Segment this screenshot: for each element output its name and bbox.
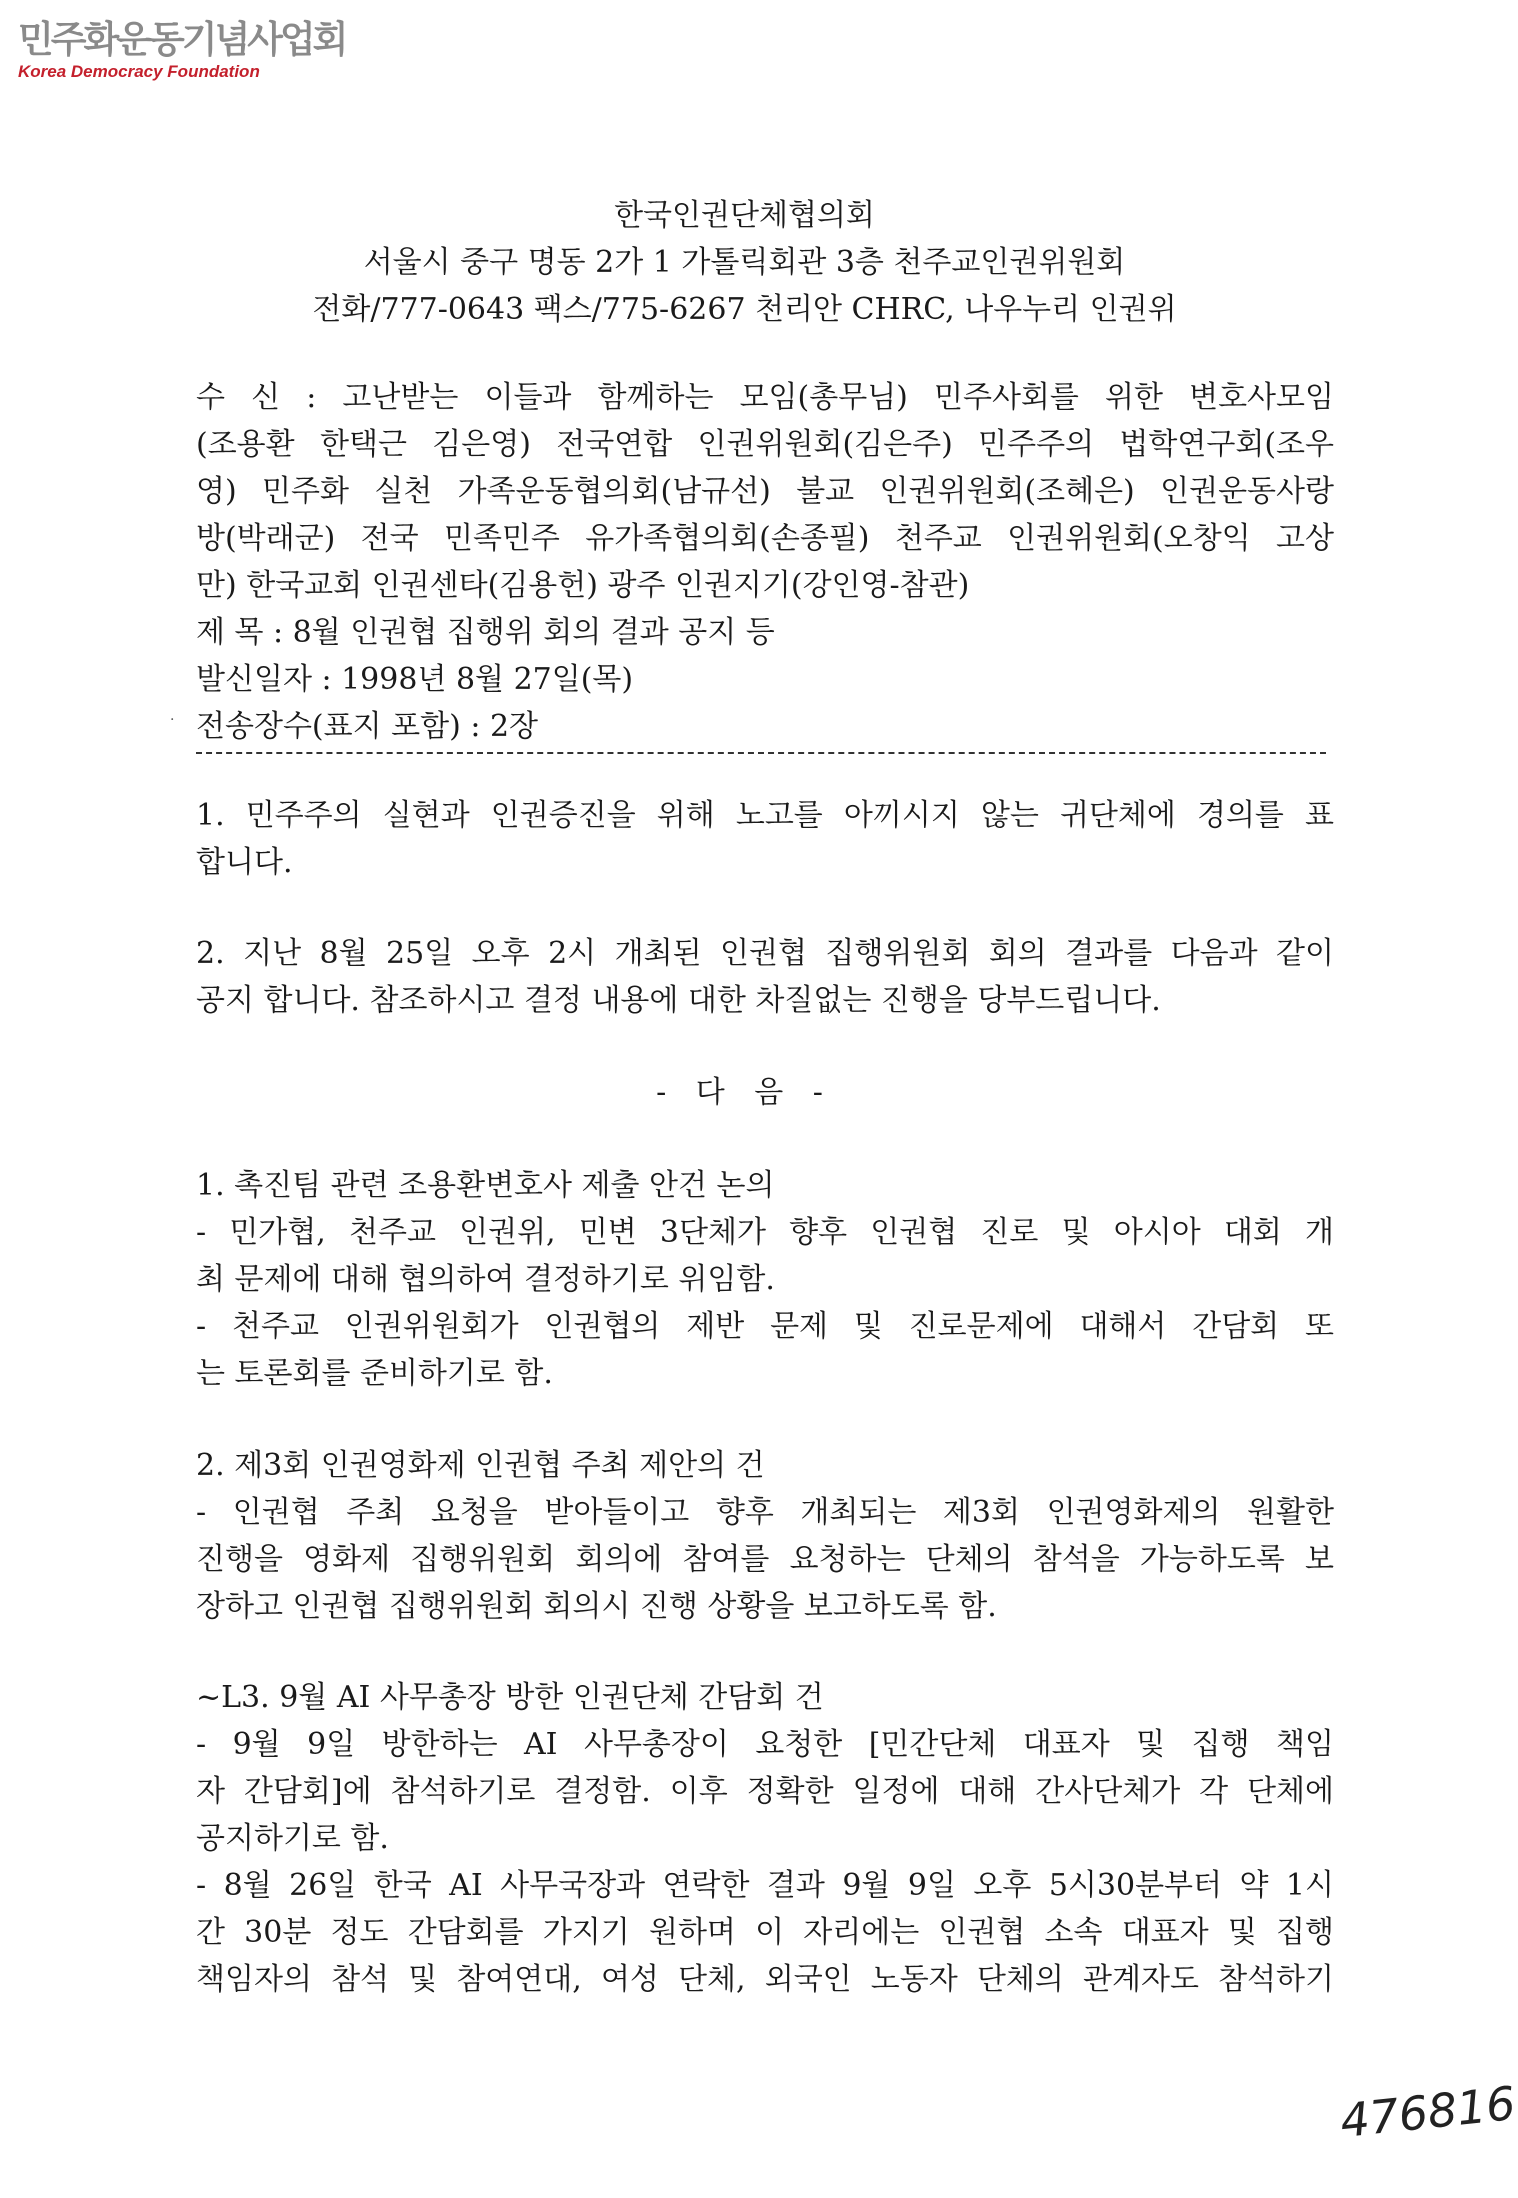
recipient-line: 영) 민주화 실천 가족운동협의회(남규선) 불교 인권위원회(조혜은) 인권운동사랑 xyxy=(196,474,1334,509)
pages-line: 전송장수(표지 포함) : 2장 xyxy=(196,709,539,744)
recipient-line: 만) 한국교회 인권센타(김용헌) 광주 인권지기(강인영-참관) xyxy=(196,568,970,603)
item3-line: 간 30분 정도 간담회를 가지기 원하며 이 자리에는 인권협 소속 대표자 및 집행 xyxy=(196,1915,1334,1950)
item1-line: - 민가협, 천주교 인권위, 민변 3단체가 향후 인권협 진로 및 아시아 대회 개 xyxy=(196,1215,1334,1250)
item3-line: - 8월 26일 한국 AI 사무국장과 연락한 결과 9월 9일 오후 5시30분부터 약 1시 xyxy=(196,1868,1334,1903)
item2-line: 진행을 영화제 집행위원회 회의에 참여를 요청하는 단체의 참석을 가능하도록 보 xyxy=(196,1542,1334,1577)
item2-line: - 인권협 주최 요청을 받아들이고 향후 개최되는 제3회 인권영화제의 원활한 xyxy=(196,1495,1334,1530)
date-line: 발신일자 : 1998년 8월 27일(목) xyxy=(196,662,634,697)
logo-english: Korea Democracy Foundation xyxy=(18,62,260,81)
org-contact: 전화/777-0643 팩스/775-6267 천리안 CHRC, 나우누리 인권위 xyxy=(312,292,1177,327)
item1-line: - 천주교 인권위원회가 인권협의 제반 문제 및 진로문제에 대해서 간담회 또 xyxy=(196,1309,1334,1344)
recipient-line: 방(박래군) 전국 민족민주 유가족협의회(손종필) 천주교 인권위원회(오창익 고상 xyxy=(196,521,1334,556)
item1-line: 는 토론회를 준비하기로 함. xyxy=(196,1356,553,1391)
recipient-line: 수 신 : 고난받는 이들과 함께하는 모임(총무님) 민주사회를 위한 변호사모임 xyxy=(196,380,1334,415)
intro-paragraph-line: 공지 합니다. 참조하시고 결정 내용에 대한 차질없는 진행을 당부드립니다. xyxy=(196,983,1161,1018)
handwritten-document-number: 476816 xyxy=(1337,2075,1518,2149)
margin-mark: · xyxy=(170,712,175,728)
foundation-logo xyxy=(18,18,346,82)
item3-line: 공지하기로 함. xyxy=(196,1821,389,1856)
logo-korean: 민주화운동기념사업회 xyxy=(18,18,346,61)
intro-paragraph-line: 합니다. xyxy=(196,845,293,880)
section-divider: - 다 음 - xyxy=(656,1075,833,1110)
org-name: 한국인권단체협의회 xyxy=(614,198,875,233)
item3-line: 책임자의 참석 및 참여연대, 여성 단체, 외국인 노동자 단체의 관계자도 참석하기 xyxy=(196,1962,1334,1997)
item3-heading: ~L3. 9월 AI 사무총장 방한 인권단체 간담회 건 xyxy=(196,1680,824,1715)
recipient-line: (조용환 한택근 김은영) 전국연합 인권위원회(김은주) 민주주의 법학연구회(조우 xyxy=(196,427,1334,462)
item3-line: 자 간담회]에 참석하기로 결정함. 이후 정확한 일정에 대해 간사단체가 각 단체에 xyxy=(196,1774,1334,1809)
item2-line: 장하고 인권협 집행위원회 회의시 진행 상황을 보고하도록 함. xyxy=(196,1589,997,1624)
intro-paragraph-line: 1. 민주주의 실현과 인권증진을 위해 노고를 아끼시지 않는 귀단체에 경의를 표 xyxy=(196,798,1334,833)
subject-line: 제 목 : 8월 인권협 집행위 회의 결과 공지 등 xyxy=(196,615,775,650)
intro-paragraph-line: 2. 지난 8월 25일 오후 2시 개최된 인권협 집행위원회 회의 결과를 다음과 같이 xyxy=(196,936,1334,971)
item1-heading: 1. 촉진팀 관련 조용환변호사 제출 안건 논의 xyxy=(196,1168,775,1203)
item2-heading: 2. 제3회 인권영화제 인권협 주최 제안의 건 xyxy=(196,1448,765,1483)
org-address: 서울시 중구 명동 2가 1 가톨릭회관 3층 천주교인권위원회 xyxy=(363,245,1126,280)
item3-line: - 9월 9일 방한하는 AI 사무총장이 요청한 [민간단체 대표자 및 집행 책임 xyxy=(196,1727,1334,1762)
separator-line xyxy=(196,752,1326,754)
item1-line: 최 문제에 대해 협의하여 결정하기로 위임함. xyxy=(196,1262,775,1297)
